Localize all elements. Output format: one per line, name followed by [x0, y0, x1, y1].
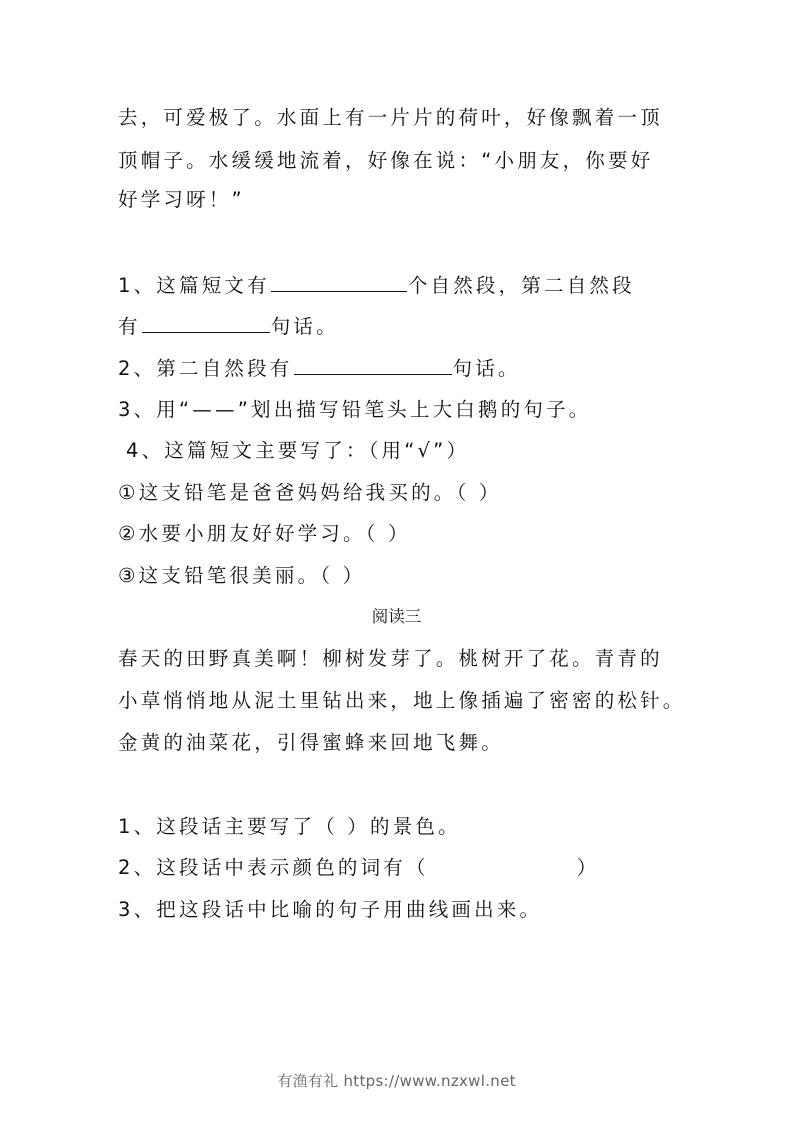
passage-line-2: 顶帽子。水缓缓地流着，好像在说：“小朋友，你要好	[118, 149, 654, 172]
option-3[interactable]: ③这支铅笔很美丽。（ ）	[118, 564, 366, 587]
question-1-text-c: 有	[118, 315, 141, 338]
option-1[interactable]: ①这支铅笔是爸爸妈妈给我买的。（ ）	[118, 481, 502, 504]
answer-blank-sentence-count[interactable]	[142, 314, 270, 333]
reading-three-line-2: 小草悄悄地从泥土里钻出来，地上像插遍了密密的松针。	[118, 689, 686, 712]
reading-three-line-1: 春天的田野真美啊！柳树发芽了。桃树开了花。青青的	[118, 647, 663, 670]
reading-three-line-3: 金黄的油菜花，引得蜜蜂来回地飞舞。	[118, 731, 504, 754]
question-3: 3、用“——”划出描写铅笔头上大白鹅的句子。	[118, 398, 592, 421]
question-1-cont	[118, 314, 339, 339]
question-1-text-d: 句话。	[270, 315, 339, 338]
reading-three-question-2-close: ）	[576, 856, 600, 879]
question-1-text-a: 1、这篇短文有	[118, 274, 270, 297]
section-title: 阅读三	[371, 607, 422, 626]
passage-line-3: 好学习呀！”	[118, 188, 245, 211]
question-1-text-b: 个自然段，第二自然段	[407, 274, 635, 297]
answer-blank-second-paragraph[interactable]	[294, 356, 452, 375]
reading-three-question-2	[118, 856, 599, 880]
question-1	[118, 273, 635, 298]
option-2[interactable]: ②水要小朋友好好学习。（ ）	[118, 522, 411, 545]
answer-blank-paragraph-count[interactable]	[271, 273, 407, 292]
question-2	[118, 356, 521, 381]
footer-watermark: 有渔有礼 https://www.nzxwl.net	[277, 1072, 516, 1090]
reading-three-question-3: 3、把这段话中比喻的句子用曲线画出来。	[118, 898, 543, 921]
passage-line-1: 去，可爱极了。水面上有一片片的荷叶，好像飘着一顶	[118, 106, 663, 129]
question-2-text-a: 2、第二自然段有	[118, 357, 293, 380]
question-2-text-b: 句话。	[452, 357, 521, 380]
reading-three-question-2-text: 2、这段话中表示颜色的词有（	[118, 856, 429, 879]
reading-three-question-1: 1、这段话主要写了（ ）的景色。	[118, 815, 461, 838]
question-4: 4、这篇短文主要写了：（用“√”）	[126, 439, 470, 462]
